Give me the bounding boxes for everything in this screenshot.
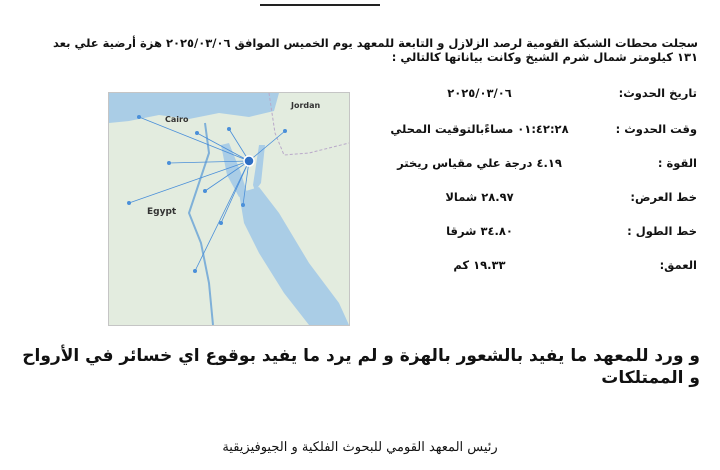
detail-label: وقت الحدوث : <box>615 122 697 136</box>
detail-row-longitude <box>372 224 697 244</box>
detail-row-time <box>372 122 697 142</box>
detail-row-latitude <box>372 190 697 210</box>
seismic-map <box>108 92 350 326</box>
statement-paragraph: و ورد للمعهد ما يفيد بالشعور بالهزة و لم يرد ما يفيد بوقوع اي خسائر في الأرواح و الممتلكات <box>22 346 700 388</box>
epicenter-marker <box>244 156 254 166</box>
detail-row-magnitude <box>372 156 697 176</box>
label-cairo: Cairo <box>165 115 189 124</box>
map-graphic <box>109 93 349 325</box>
detail-row-depth <box>372 258 697 278</box>
header-underline <box>260 0 380 6</box>
detail-value: ٤.١٩ درجة علي مقياس ريختر <box>397 156 562 170</box>
signature-line: رئيس المعهد القومي للبحوث الفلكية و الجيوفيزيقية <box>222 440 498 455</box>
detail-label: القوة : <box>657 156 697 170</box>
earthquake-details <box>372 86 697 286</box>
detail-value: ٢٠٢٥/٠٣/٠٦ <box>447 86 512 100</box>
detail-value: ٠١:٤٢:٢٨ مساءًبالتوقيت المحلي <box>390 122 569 136</box>
label-egypt: Egypt <box>147 207 177 217</box>
detail-value: ٢٨.٩٧ شمالا <box>445 190 514 204</box>
detail-row-date <box>372 86 697 106</box>
detail-value: ١٩.٣٣ كم <box>453 258 506 272</box>
detail-label: تاريخ الحدوث: <box>618 86 697 100</box>
detail-value: ٣٤.٨٠ شرقا <box>446 224 513 238</box>
detail-label: خط الطول : <box>627 224 697 238</box>
detail-label: العمق: <box>659 258 697 272</box>
label-jordan: Jordan <box>291 101 321 110</box>
intro-paragraph: سجلت محطات الشبكة القومية لرصد الزلازل و التابعة للمعهد يوم الخميس الموافق ٢٠٢٥/٠٣/٠٦ هزة أرضية علي بعد ١٣١ كيلومتر شمال شرم الشيخ وكانت بياناتها كالتالي : <box>53 36 698 64</box>
detail-label: خط العرض: <box>630 190 697 204</box>
